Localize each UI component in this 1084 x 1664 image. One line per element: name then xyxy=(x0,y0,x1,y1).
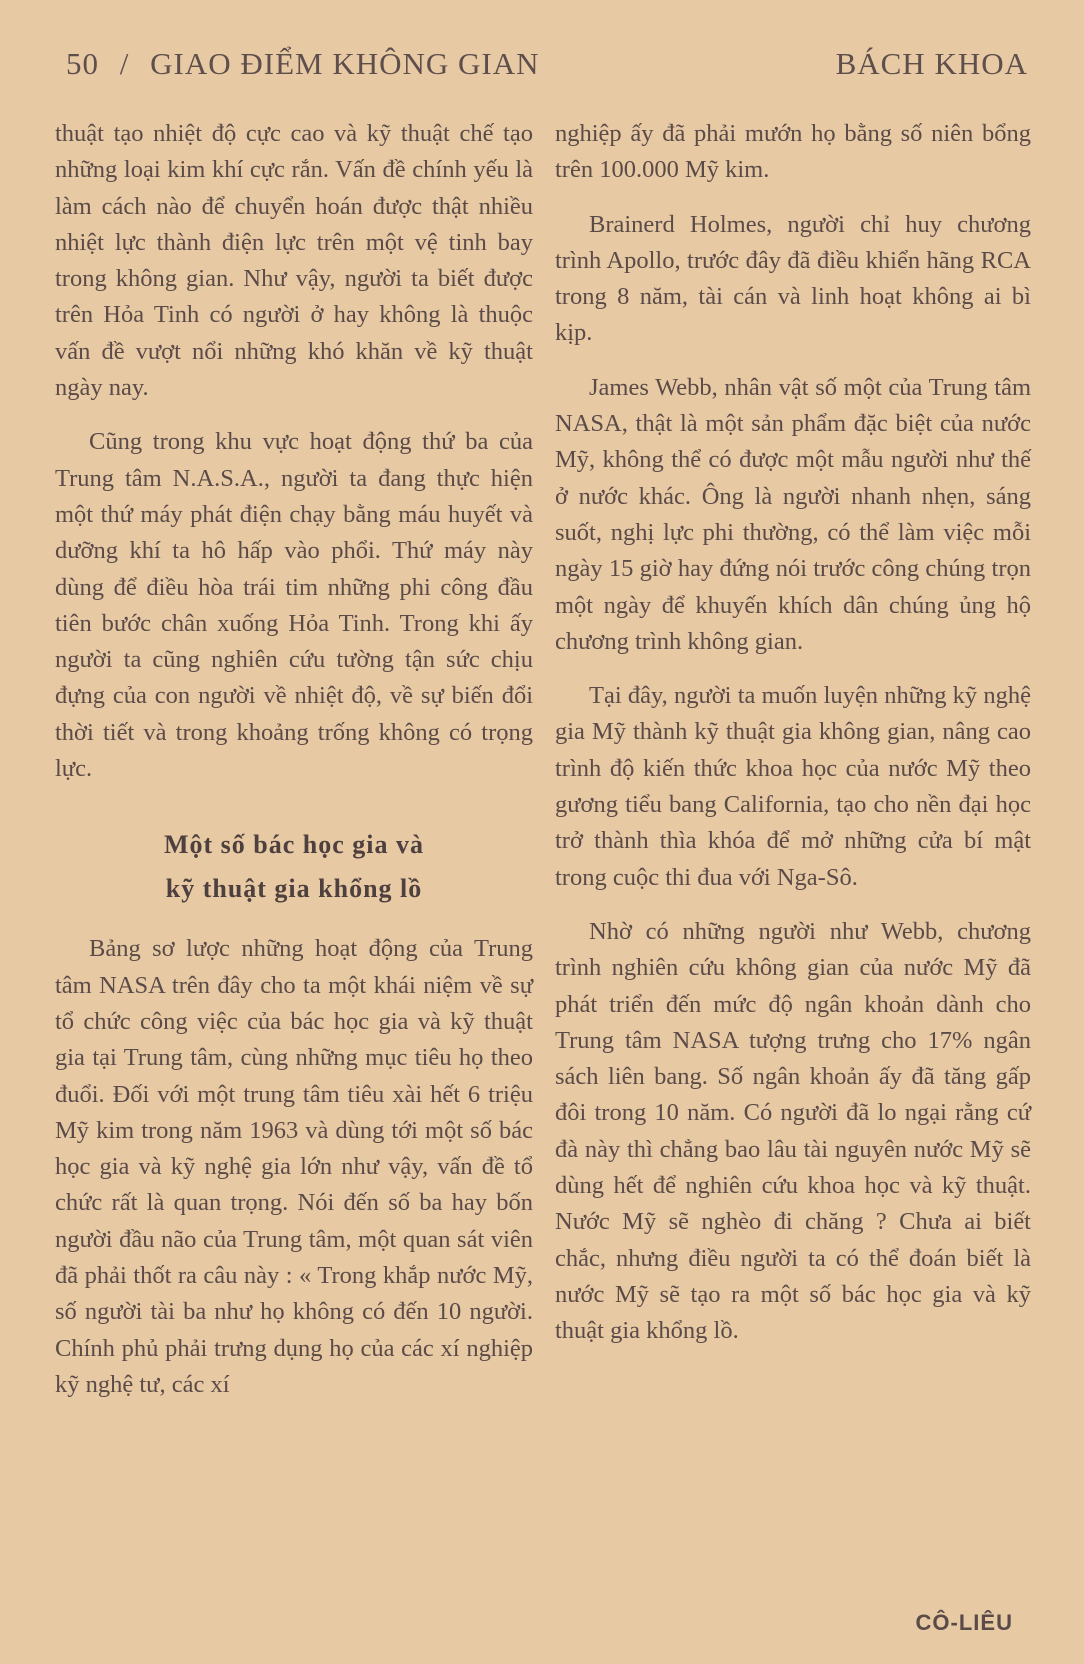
header-left xyxy=(66,46,552,82)
section-heading xyxy=(55,823,533,911)
page-number: 50 xyxy=(66,46,99,81)
header-separator: / xyxy=(119,46,130,81)
paragraph: Tại đây, người ta muốn luyện những kỹ nghệ gia Mỹ thành kỹ thuật gia không gian, nâng cao trình độ kiến thức khoa học của nước Mỹ theo gương tiểu bang California, tạo cho nền đại học trở thành thìa khóa để mở những cửa bí mật trong cuộc thi đua với Nga-Sô. xyxy=(555,682,1031,891)
paragraph: Brainerd Holmes, người chỉ huy chương trình Apollo, trước đây đã điều khiển hãng RCA trong 8 năm, tài cán và linh hoạt không ai bì kịp. xyxy=(555,210,1031,347)
paragraph: Nhờ có những người như Webb, chương trình nghiên cứu không gian của nước Mỹ đã phát triển đến mức độ ngân khoản dành cho Trung tâm NASA tượng trưng cho 17% ngân sách liên bang. Số ngân khoản ấy đã tăng gấp đôi trong 10 năm. Có người đã lo ngại rằng cứ đà này thì chẳng bao lâu tài nguyên nước Mỹ sẽ dùng hết để nghiên cứu khoa học và kỹ thuật. Nước Mỹ sẽ nghèo đi chăng ? Chưa ai biết chắc, nhưng điều người ta có thể đoán biết là nước Mỹ sẽ tạo ra một số bác học gia và kỹ thuật gia khổng lồ. xyxy=(555,917,1031,1345)
section-title: GIAO ĐIỂM KHÔNG GIAN xyxy=(150,46,540,81)
left-column xyxy=(55,116,533,1403)
paragraph: Bảng sơ lược những hoạt động của Trung tâm NASA trên đây cho ta một khái niệm về sự tổ chức công việc của bác học gia và kỹ thuật gia tại Trung tâm, cùng những mục tiêu họ theo đuổi. Đối với một trung tâm tiêu xài hết 6 triệu Mỹ kim trong năm 1963 và dùng tới một số bác học gia và kỹ nghệ gia lớn như vậy, vấn đề tổ chức rất là quan trọng. Nói đến số ba hay bốn người đầu não của Trung tâm, một quan sát viên đã phải thốt ra câu này : « Trong khắp nước Mỹ, số người tài ba như họ không có đến 10 người. Chính phủ phải trưng dụng họ của các xí nghiệp kỹ nghệ tư, các xí xyxy=(55,935,533,1398)
paragraph: Cũng trong khu vực hoạt động thứ ba của Trung tâm N.A.S.A., người ta đang thực hiện một thứ máy phát điện chạy bằng máu huyết và dưỡng khí ta hô hấp vào phổi. Thứ máy này dùng để điều hòa trái tim những phi công đầu tiên bước chân xuống Hỏa Tinh. Trong khi ấy người ta cũng nghiên cứu tường tận sức chịu đựng của con người về nhiệt độ, về sự biến đổi thời tiết và trong khoảng trống không có trọng lực. xyxy=(55,428,533,783)
section-heading-line: kỹ thuật gia khổng lồ xyxy=(165,874,423,904)
author-signature: CÔ-LIÊU xyxy=(915,1610,1013,1635)
running-header xyxy=(66,46,1028,92)
paragraph: nghiệp ấy đã phải mướn họ bằng số niên bổng trên 100.000 Mỹ kim. xyxy=(555,120,1031,184)
paragraph: thuật tạo nhiệt độ cực cao và kỹ thuật chế tạo những loại kim khí cực rắn. Vấn đề chính yếu là làm cách nào để chuyển hoán được thật nhiều nhiệt lực thành điện lực trên một vệ tinh bay trong không gian. Như vậy, người ta biết được trên Hỏa Tinh có người ở hay không là thuộc vấn đề vượt nổi những khó khăn về kỹ thuật ngày nay. xyxy=(55,120,533,402)
right-column xyxy=(555,116,1031,1350)
paragraph: James Webb, nhân vật số một của Trung tâm NASA, thật là một sản phẩm đặc biệt của nước Mỹ, không thể có được một mẫu người như thế ở nước khác. Ông là người nhanh nhẹn, sáng suốt, nghị lực phi thường, có thể làm việc mỗi ngày 15 giờ hay đứng nói trước công chúng trọn một ngày để khuyến khích dân chúng ủng hộ chương trình không gian. xyxy=(555,373,1031,655)
section-heading-line: Một số bác học gia và xyxy=(163,830,425,860)
magazine-name: BÁCH KHOA xyxy=(835,46,1028,81)
